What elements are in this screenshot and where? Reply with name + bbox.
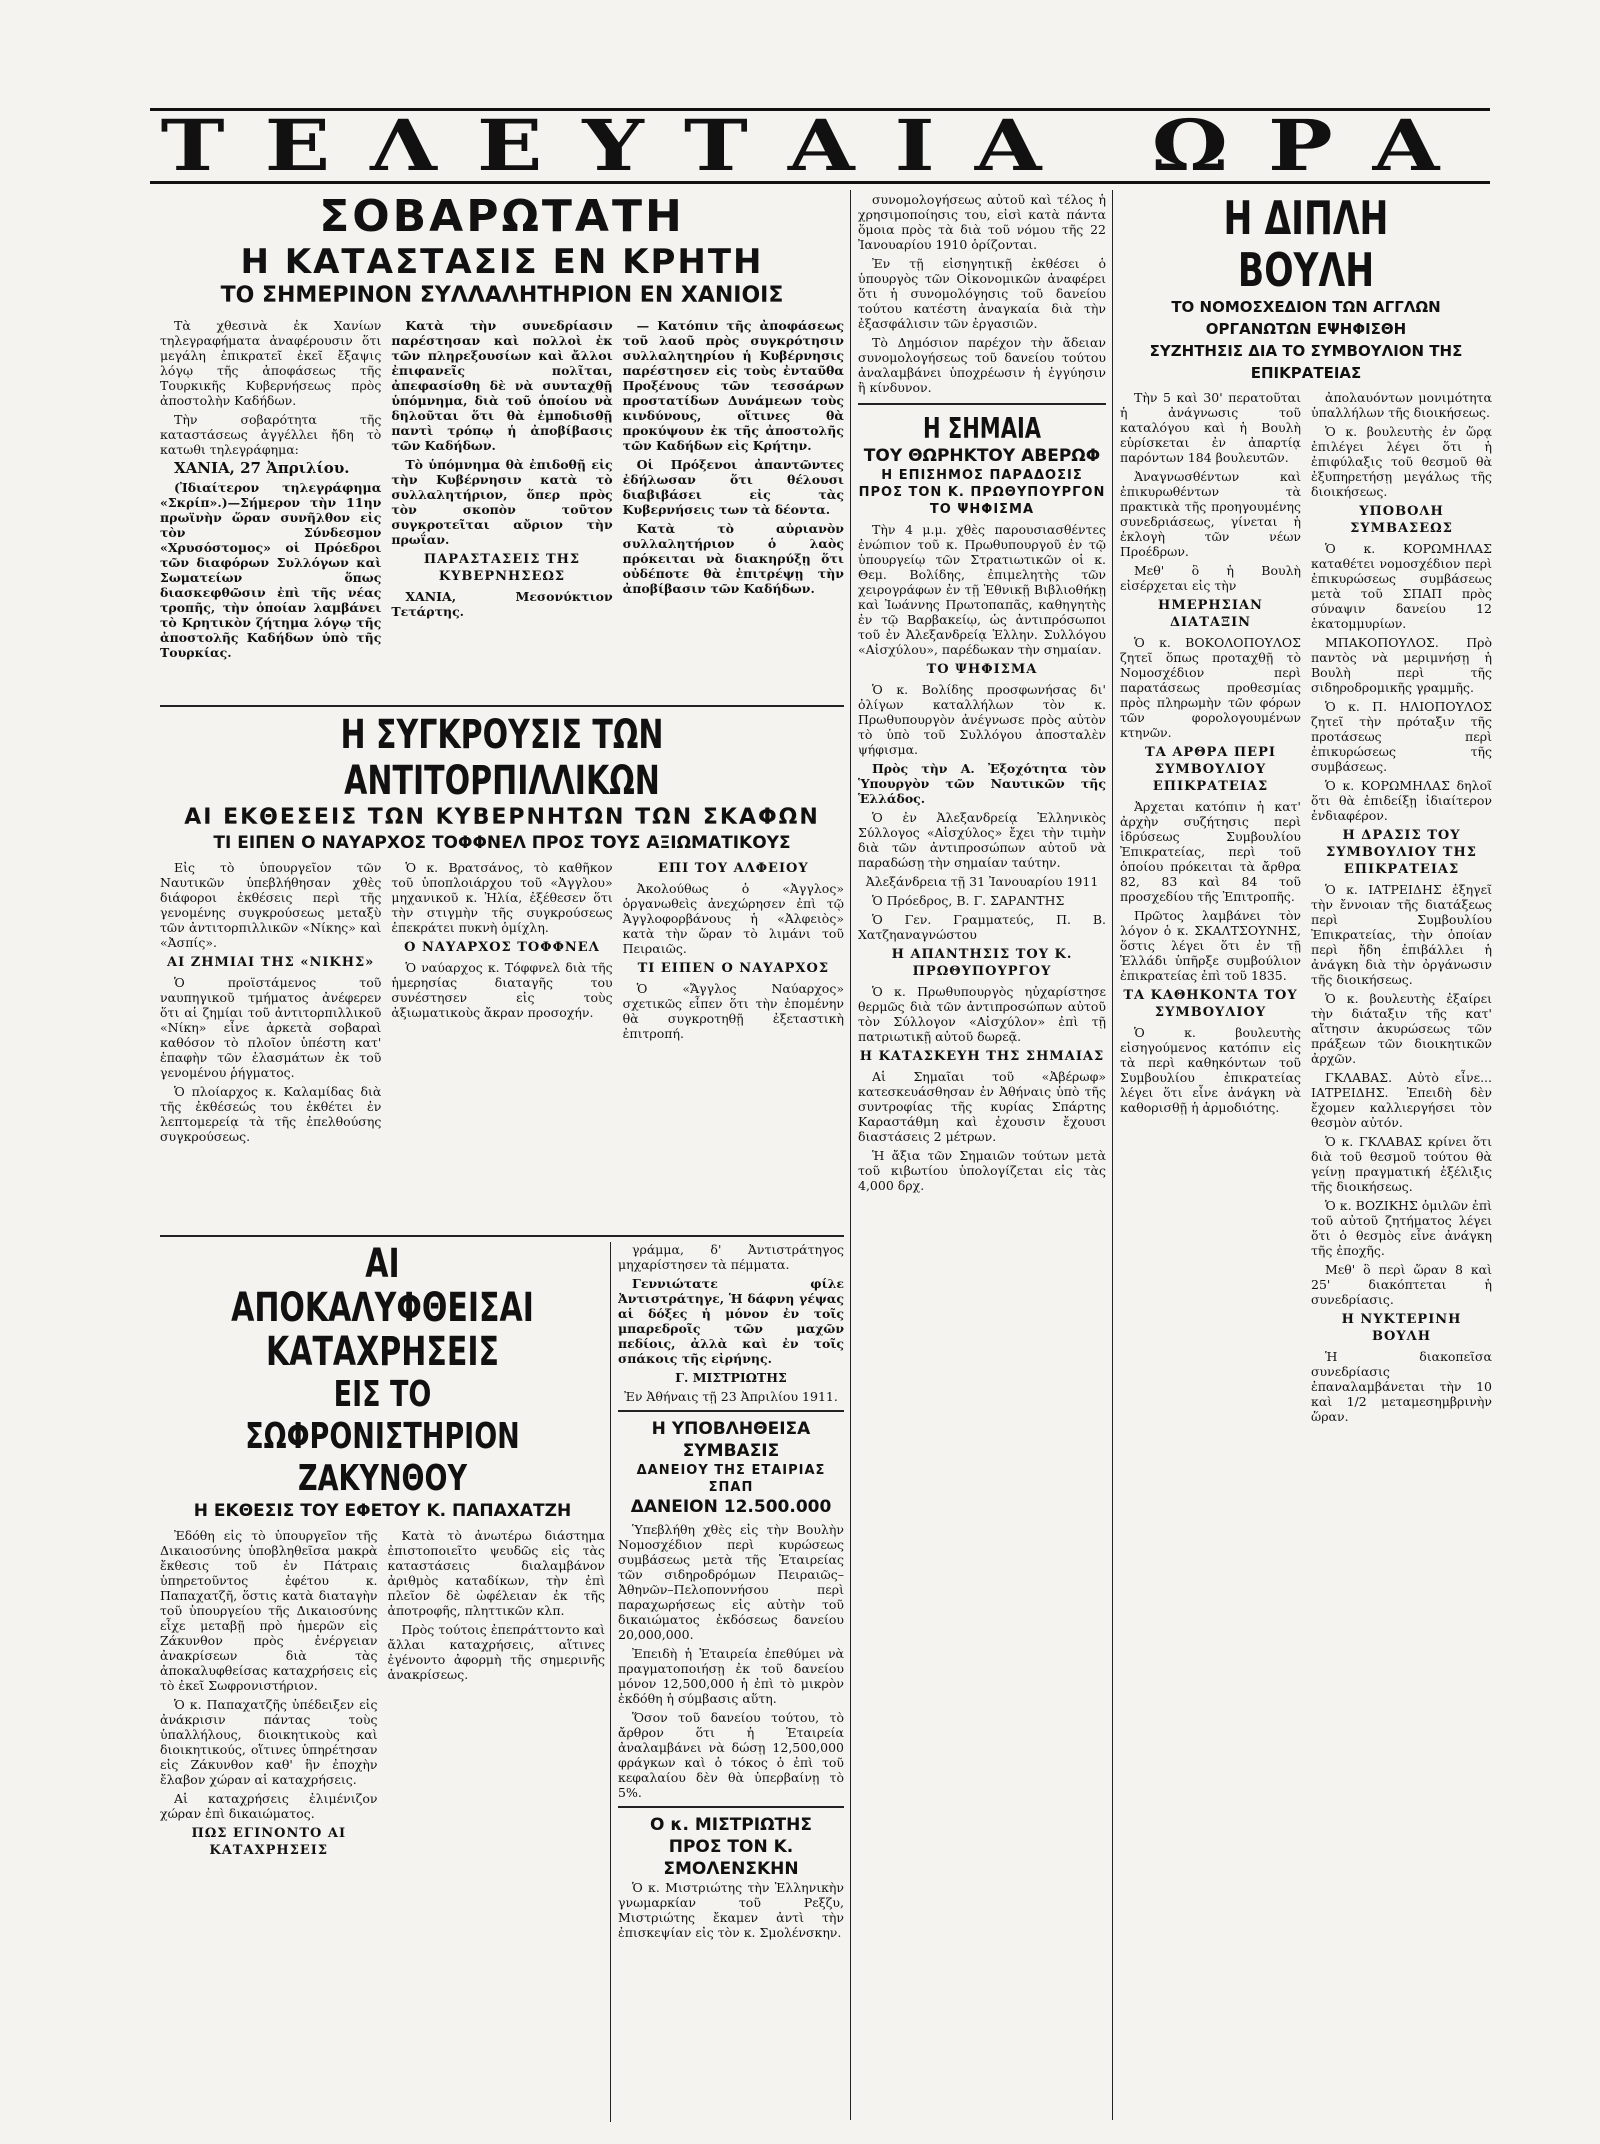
averof-paragraph: Ὁ κ. Βολίδης προσφωνήσας δι' ὀλίγων καταλλήλων τὸν κ. Πρωθυπουργὸν ἀνέγνωσε πρὸς αὐτὸν τὸ ὑπὸ τοῦ Συλλόγου ἀποσταλὲν ψήφισμα. <box>858 682 1106 757</box>
article-parliament <box>1120 192 1492 2122</box>
parliament-paragraph: Ὁ κ. ΚΟΡΩΜΗΛΑΣ δηλοῖ ὅτι θὰ ἐπιδείξῃ ἰδιαίτερον ἐνδιαφέρον. <box>1311 778 1492 823</box>
parliament-paragraph: Ὁ κ. βουλευτὴς εἰσηγούμενος κατόπιν εἰς τὰ περὶ καθηκόντων τοῦ Συμβουλίου ἐπικρατείας λέγει ὅτι εἶνε ἀνάγκη νὰ καθορισθῇ ἡ ἁρμοδιότης. <box>1120 1025 1301 1115</box>
averof-headline: Η ΣΗΜΑΙΑ <box>922 412 1042 445</box>
destroyers-subhead: ΕΠΙ ΤΟΥ ΑΛΦΕΙΟΥ <box>657 861 809 876</box>
zakynthos-paragraph: Ὁ κ. Παπαχατζῆς ὑπέδειξεν εἰς ἀνάκρισιν πάντας τοὺς ὑπαλλήλους, διοικητικοὺς καὶ διοικητικούς, οἵτινες ὑπηρέτησαν εἰς Ζάκυνθον καθ' ἣν ἐποχὴν ἔλαβον χώραν αἱ καταχρήσεις. <box>160 1697 378 1787</box>
destroyers-subhead: ΑΙ ΖΗΜΙΑΙ ΤΗΣ «ΝΙΚΗΣ» <box>167 955 375 970</box>
parliament-paragraph: Ἡ διακοπεῖσα συνεδρίασις ἐπαναλαμβάνεται τὴν 10 καὶ 1/2 μεταμεσημβρινὴν ὥραν. <box>1311 1349 1492 1424</box>
zakynthos-subheadline: Η ΕΚΘΕΣΙΣ ΤΟΥ ΕΦΕΤΟΥ Κ. ΠΑΠΑΧΑΤΖΗ <box>193 1501 572 1521</box>
zakynthos-paragraph: Πρὸς τούτοις ἐπεπράττοντο καὶ ἄλλαι καταχρήσεις, αἵτινες ἐγένοντο ἀφορμὴ τῆς σημερινῆς ἀνακρίσεως. <box>387 1622 605 1682</box>
parliament-subheadline-1: ΤΟ ΝΟΜΟΣΧΕΔΙΟΝ ΤΩΝ ΑΓΓΛΩΝ ΟΡΓΑΝΩΤΩΝ ΕΨΗΦΙΣΘΗ <box>1171 298 1441 338</box>
crete-subheadline: ΤΟ ΣΗΜΕΡΙΝΟΝ ΣΥΛΛΑΛΗΤΗΡΙΟΝ ΕΝ ΧΑΝΙΟΙΣ <box>220 283 784 308</box>
crete-paragraph: Κατὰ τὸ αὐριανὸν συλλαλητήριον ὁ λαὸς πρόκειται νὰ διακηρύξῃ ὅτι οὐδέποτε θὰ ἐπιτρέψῃ τὴν ἀποβίβασιν τῶν Καδήδων. <box>622 521 844 596</box>
section-rule <box>160 1235 844 1237</box>
mistriotis-footer-headline-2: ΠΡΟΣ ΤΟΝ Κ. ΣΜΟΛΕΝΣΚΗΝ <box>663 1837 799 1879</box>
parliament-paragraph: ΓΚΛΑΒΑΣ. Αὐτὸ εἶνε... ΙΑΤΡΕΙΔΗΣ. Ἐπειδὴ δὲν ἔχομεν καλλιεργήσει τὸν θεσμὸν αὐτόν. <box>1311 1070 1492 1130</box>
crete-paragraph: Οἱ Πρόξενοι ἀπαντῶντες ἐδήλωσαν ὅτι θέλουσι διαβιβάσει εἰς τὰς Κυβερνήσεις των τὰ δέοντα. <box>622 457 844 517</box>
parliament-subhead: Η ΔΡΑΣΙΣ ΤΟΥ ΣΥΜΒΟΥΛΙΟΥ ΤΗΣ ΕΠΙΚΡΑΤΕΙΑΣ <box>1326 828 1477 877</box>
parliament-subheadline-2: ΣΥΖΗΤΗΣΙΣ ΔΙΑ ΤΟ ΣΥΜΒΟΥΛΙΟΝ ΤΗΣ ΕΠΙΚΡΑΤΕΙΑΣ <box>1149 342 1463 382</box>
zakynthos-paragraph: Ἐδόθη εἰς τὸ ὑπουργεῖον τῆς Δικαιοσύνης ὑποβληθεῖσα μακρὰ ἔκθεσις τοῦ ἐν Πάτραις ὑπηρετοῦντος ἐφέτου κ. Παπαχατζῆ, ὅστις κατὰ διαταγὴν τοῦ ὑπουργείου τῆς Δικαιοσύνης εἶχε μεταβῇ πρὸ ἡμερῶν εἰς Ζάκυνθον πρὸς ἐνέργειαν ἀνακρίσεων διὰ τὰς ἀποκαλυφθείσας καταχρήσεις εἰς τὸ ἐκεῖ Σωφρονιστήριον. <box>160 1528 378 1693</box>
destroyers-paragraph: Ὁ πλοίαρχος κ. Καλαμίδας διὰ τῆς ἐκθέσεώς του ἐκθέτει ἐν λεπτομερείᾳ τὰ τῆς ἐπελθούσης συγκρούσεως. <box>160 1084 382 1144</box>
zakynthos-headline-1: ΑΙ ΑΠΟΚΑΛΥΦΘΕΙΣΑΙ ΚΑΤΑΧΡΗΣΕΙΣ <box>231 1242 534 1375</box>
parliament-paragraph: Ὁ κ. Π. ΗΛΙΟΠΟΥΛΟΣ ζητεῖ τὴν πρόταξιν τῆς προτάσεως περὶ ἐπικυρώσεως τῆς συμβάσεως. <box>1311 699 1492 774</box>
destroyers-subhead: ΤΙ ΕΙΠΕΝ Ο ΝΑΥΑΡΧΟΣ <box>637 961 830 976</box>
destroyers-paragraph: Ἀκολούθως ὁ «Ἀγγλος» ὁργανωθεὶς ἀνεχώρησεν ἐπὶ τῷ Ἀγγλοφορβάνους ἡ «Ἀλφειὸς» κατὰ τὴν ὥραν τὸ λιμάνι τοῦ Πειραιῶς. <box>622 881 844 956</box>
crete-paragraph: Τὴν σοβαρότητα τῆς καταστάσεως ἀγγέλλει ἤδη τὸ κατωθι τηλεγράφημα: <box>160 412 382 457</box>
loan-paragraph: Ὑπεβλήθη χθὲς εἰς τὴν Βουλὴν Νομοσχέδιον περὶ κυρώσεως συμβάσεως μετὰ τῆς Ἑταιρείας τῶν σιδηροδρόμων Πειραιῶς–Ἀθηνῶν–Πελοποννήσου περὶ παραχωρήσεως εἰς αὐτὴν τοῦ δικαιώματος ἐκδόσεως δανείου 20,000,000. <box>618 1522 844 1642</box>
averof-paragraph: Ἐν τῇ εἰσηγητικῇ ἐκθέσει ὁ ὑπουργὸς τῶν Οἰκονομικῶν ἀναφέρει ὅτι ἡ συνομολόγησις τοῦ δανείου τούτου κατέστη ἀναγκαία διὰ τὴν ἐξασφάλισιν τῶν ἐργασιῶν. <box>858 256 1106 331</box>
destroyers-subheadline-2: ΤΙ ΕΙΠΕΝ Ο ΝΑΥΑΡΧΟΣ ΤΟΦΦΝΕΛ ΠΡΟΣ ΤΟΥΣ ΑΞΙΩΜΑΤΙΚΟΥΣ <box>213 833 791 853</box>
mistriotis-date: Ἐν Ἀθήναις τῇ 23 Ἀπριλίου 1911. <box>624 1389 838 1404</box>
zakynthos-paragraph: Αἱ καταχρήσεις ἐλιμένιζον χώραν ἐπὶ δικαιώματος. <box>160 1791 378 1821</box>
averof-signature: Ὁ Γεν. Γραμματεύς, Π. Β. Χατζηαναγνώστου <box>858 912 1106 942</box>
averof-date: Ἀλεξάνδρεια τῇ 31 Ἰανουαρίου 1911 <box>865 874 1099 889</box>
article-zakynthos <box>160 1242 605 2122</box>
averof-paragraph: Τὴν 4 μ.μ. χθὲς παρουσιασθέντες ἐνώπιον τοῦ κ. Πρωθυπουργοῦ ἐν τῷ ὑπουργείῳ τῶν Στρατιωτικῶν οἱ κ. Θεμ. Βολίδης, ἐπιμελητὴς τῶν χειρογράφων ἐν τῇ Ἐθνικῇ Βιβλιοθήκῃ καὶ Ἰωάννης Πρωτοπαπᾶς, καθηγητὴς ἐν τῷ Βαρβακείῳ, ὡς ἀντιπρόσωποι τοῦ ἐν Ἀλεξανδρείᾳ Ἑλλην. Συλλόγου «Αἰσχύλου», παρέδωκαν τὴν σημαίαν. <box>858 522 1106 657</box>
averof-signature: Ὁ Πρόεδρος, Β. Γ. ΣΑΡΑΝΤΗΣ <box>872 893 1065 908</box>
averof-paragraph: Ἡ ἄξια τῶν Σημαιῶν τούτων μετὰ τοῦ κιβωτίου ὑπολογίζεται εἰς τὰς 4,000 δρχ. <box>858 1148 1106 1193</box>
loan-headline: Η ΥΠΟΒΛΗΘΕΙΣΑ ΣΥΜΒΑΣΙΣ <box>651 1419 811 1461</box>
destroyers-paragraph: Ὁ προϊστάμενος τοῦ ναυπηγικοῦ τμήματος ἀνέφερεν ὅτι αἱ ζημίαι τοῦ ἀντιτορπιλλικοῦ «Νίκη» εἶνε ἀρκετὰ σοβαραὶ καθόσον τὸ πλοῖον ὑπέστη κατ' ἐπαφὴν τῶν ἐλασμάτων ἐκ τοῦ γενομένου ῥήγματος. <box>160 975 382 1080</box>
parliament-paragraph: ἀπολαυόντων μονιμότητα ὑπαλλήλων τῆς διοικήσεως. <box>1311 390 1492 420</box>
crete-paragraph: Τὰ χθεσινὰ ἐκ Χανίων τηλεγραφήματα ἀναφέρουσιν ὅτι μεγάλη ἐπικρατεῖ ἐκεῖ ἔξαψις λόγῳ τῆς ἀποφάσεως τῆς Τουρκικῆς Κυβερνήσεως πρὸς ἀποστολὴν Καδήδων. <box>160 318 382 408</box>
crete-paragraph: Τὸ ὑπόμνημα θὰ ἐπιδοθῇ εἰς τὴν Κυβέρνησιν κατὰ τὸ συλλαλητήριον, ὅπερ πρὸς τὸν σκοπὸν τοῦτον συγκροτεῖται αὔριον τὴν πρωΐαν. <box>391 457 613 547</box>
masthead-title: ΤΕΛΕΥΤΑΙΑ ΩΡΑ <box>160 104 1480 187</box>
averof-subheadline: ΠΡΟΣ ΤΟΝ Κ. ΠΡΩΘΥΠΟΥΡΓΟΝ <box>858 485 1106 500</box>
parliament-subhead: Η ΝΥΚΤΕΡΙΝΗ ΒΟΥΛΗ <box>1341 1312 1462 1344</box>
destroyers-subhead: Ο ΝΑΥΑΡΧΟΣ ΤΟΦΦΝΕΛ <box>404 940 600 955</box>
parliament-subhead: ΥΠΟΒΟΛΗ ΣΥΜΒΑΣΕΩΣ <box>1350 504 1453 536</box>
destroyers-paragraph: Εἰς τὸ ὑπουργεῖον τῶν Ναυτικῶν ὑπεβλήθησαν χθὲς διάφοροι ἐκθέσεις περὶ τῆς γενομένης συγκρούσεως μεταξὺ τῶν ἀντιτορπιλλικῶν «Νίκης» καὶ «Ἀσπίς». <box>160 860 382 950</box>
averof-paragraph: Τὸ Δημόσιον παρέχον τὴν ἄδειαν συνομολογήσεως τοῦ δανείου τούτου ἀναλαμβάνει ὑποχρέωσιν ἡ ἐγγύησιν ἢ κίνδυνον. <box>858 335 1106 395</box>
averof-subheadline: ΤΟ ΨΗΦΙΣΜΑ <box>929 502 1035 517</box>
mistriotis-signature: Γ. ΜΙΣΤΡΙΩΤΗΣ <box>675 1370 787 1385</box>
parliament-subhead: ΗΜΕΡΗΣΙΑΝ ΔΙΑΤΑΞΙΝ <box>1158 598 1263 630</box>
crete-dateline-2: ΧΑΝΙΑ, Μεσονύκτιον Τετάρτης. <box>391 589 613 619</box>
masthead <box>150 104 1490 187</box>
parliament-paragraph: Ἀρχεται κατόπιν ἡ κατ' ἀρχὴν συζήτησις περὶ ἱδρύσεως Συμβουλίου Ἐπικρατείας, περὶ τοῦ ὁποίου πρόκειται τὰ ἄρθρα 82, 83 καὶ 84 τοῦ προσχεδίου τῆς Ἐπιτροπῆς. <box>1120 799 1301 904</box>
loan-paragraph: Ἐπειδὴ ἡ Ἑταιρεία ἐπεθύμει νὰ πραγματοποιήσῃ ἐκ τοῦ δανείου μόνον 12,500,000 ἡ ἐπὶ τὸ μικρὸν ἐκδόθη ἡ σύμβασις αὕτη. <box>618 1646 844 1706</box>
averof-subhead: Η ΑΠΑΝΤΗΣΙΣ ΤΟΥ Κ. ΠΡΩΘΥΠΟΥΡΓΟΥ <box>891 947 1073 979</box>
zakynthos-headline-2: ΕΙΣ ΤΟ ΣΩΦΡΟΝΙΣΤΗΡΙΟΝ ΖΑΚΥΝΘΟΥ <box>245 1374 520 1499</box>
parliament-paragraph: Ὁ κ. βουλευτὴς ἐν ὥρᾳ ἐπιλέγει λέγει ὅτι ἡ ἐπιφύλαξις τοῦ θεσμοῦ θὰ ἐξυπηρετήσῃ μεγάλως τῆς διοικήσεως. <box>1311 424 1492 499</box>
column-rule <box>610 1242 611 2122</box>
parliament-headline: Η ΔΙΠΛΗ ΒΟΥΛΗ <box>1223 192 1389 297</box>
crete-paragraph: — Κατόπιν τῆς ἀποφάσεως τοῦ λαοῦ πρὸς συγκρότησιν συλλαλητηρίου ἡ Κυβέρνησις παρέστησεν εἰς τοὺς ἐνταῦθα Προξένους τῶν τεσσάρων προστατίδων Δυνάμεων τοὺς κινδύνους, οἵτινες θὰ προκύψουν ἐκ τῆς ἀποστολῆς τῶν Καδήδων εἰς Κρήτην. <box>622 318 844 453</box>
parliament-paragraph: Ὁ κ. ΙΑΤΡΕΙΔΗΣ ἐξηγεῖ τὴν ἔννοιαν τῆς διατάξεως περὶ Συμβουλίου Ἐπικρατείας, τὴν ὁποίαν περὶ ἤδη ἐπιβάλλει ἡ ἀνάγκη διὰ τὴν ὀργάνωσιν τῆς διοικήσεως. <box>1311 882 1492 987</box>
crete-headline-2: Η ΚΑΤΑΣΤΑΣΙΣ ΕΝ ΚΡΗΤΗ <box>240 242 764 282</box>
loan-subheadline: ΔΑΝΕΙΟΥ ΤΗΣ ΕΤΑΙΡΙΑΣ ΣΠΑΠ <box>636 1463 826 1495</box>
destroyers-paragraph: Ὁ «Ἄγγλος Ναύαρχος» σχετικῶς εἶπεν ὅτι τὴν ἐπομένην θὰ συγκροτηθῇ ἐξεταστικὴ ἐπιτροπή. <box>622 981 844 1041</box>
mistriotis-paragraph: Γεννιώτατε φίλε Ἀντιστράτηγε, Ἡ δάφνη γέψας αἱ δόξες ἡ μόνον ἐν τοῖς μπαρεδροῖς τῶν μαχῶν πεδίοις, ἀλλὰ καὶ ἐν τοῖς σπάκοις τῆς εἰρήνης. <box>618 1276 844 1366</box>
article-destroyers <box>160 712 844 1232</box>
mistriotis-paragraph: Ὁ κ. Μιστριώτης τὴν Ἑλληνικὴν γνωμαρκίαν τοῦ Ρεξζυ, Μιστριώτης ἔκαμεν ἀντὶ τὴν ἐπισκεψίαν εἰς τὸν κ. Σμολένσκην. <box>618 1880 844 1940</box>
loan-amount: ΔΑΝΕΙΟΝ 12.500.000 <box>630 1497 832 1517</box>
crete-headline-1: ΣΟΒΑΡΩΤΑΤΗ <box>319 192 685 242</box>
parliament-paragraph: Πρῶτος λαμβάνει τὸν λόγον ὁ κ. ΣΚΑΛΤΣΟΥΝΗΣ, ὅστις λέγει ὅτι ἐν τῇ Ἑλλάδι ὑπῆρξε συμβούλιον ἐπικρατείας ἐπὶ τοῦ 1835. <box>1120 908 1301 983</box>
parliament-paragraph: Ἀναγνωσθέντων καὶ ἐπικυρωθέντων τὰ πρακτικὰ τῆς προηγουμένης συνεδριάσεως, γίνεται ἡ ἐκλογὴ τῶν νέων Προέδρων. <box>1120 469 1301 559</box>
destroyers-headline: Η ΣΥΓΚΡΟΥΣΙΣ ΤΩΝ ΑΝΤΙΤΟΡΠΙΛΛΙΚΩΝ <box>340 712 664 804</box>
parliament-paragraph: Μεθ' ὃ ἡ Βουλὴ εἰσέρχεται εἰς τὴν <box>1120 563 1301 593</box>
destroyers-subheadline-1: ΑΙ ΕΚΘΕΣΕΙΣ ΤΩΝ ΚΥΒΕΡΝΗΤΩΝ ΤΩΝ ΣΚΑΦΩΝ <box>184 805 820 830</box>
parliament-paragraph: Ὁ κ. ΒΟΖΙΚΗΣ ὁμιλῶν ἐπὶ τοῦ αὐτοῦ ζητήματος λέγει ὅτι ὁ θεσμὸς εἶνε ἀνάγκη τῆς ἐποχῆς. <box>1311 1198 1492 1258</box>
column-rule <box>850 190 851 2120</box>
averof-subheadline: Η ΕΠΙΣΗΜΟΣ ΠΑΡΑΔΟΣΙΣ <box>881 468 1083 483</box>
parliament-subhead: ΤΑ ΚΑΘΗΚΟΝΤΑ ΤΟΥ ΣΥΜΒΟΥΛΙΟΥ <box>1123 988 1298 1020</box>
mistriotis-paragraph: γράμμα, δ' Ἀντιστράτηγος μηχαρίστησεν τὰ πέμματα. <box>618 1242 844 1272</box>
zakynthos-subhead: ΠΩΣ ΕΓΙΝΟΝΤΟ ΑΙ ΚΑΤΑΧΡΗΣΕΙΣ <box>191 1826 347 1858</box>
parliament-subhead: ΤΑ ΑΡΘΡΑ ΠΕΡΙ ΣΥΜΒΟΥΛΙΟΥ ΕΠΙΚΡΑΤΕΙΑΣ <box>1145 745 1276 794</box>
averof-subhead: Η ΚΑΤΑΣΚΕΥΗ ΤΗΣ ΣΗΜΑΙΑΣ <box>859 1049 1105 1064</box>
column-rule <box>1112 190 1113 2120</box>
crete-subhead: ΠΑΡΑΣΤΑΣΕΙΣ ΤΗΣ ΚΥΒΕΡΝΗΣΕΩΣ <box>423 552 581 584</box>
averof-paragraph: συνομολογήσεως αὐτοῦ καὶ τέλος ἡ χρησιμοποίησις του, εἰσὶ κατὰ πάντα ὅμοια πρὸς τὰ διὰ τοῦ νόμου τῆς 22 Ἰανουαρίου 1910 ὁρίζονται. <box>858 192 1106 252</box>
crete-paragraph: (Ἰδιαίτερον τηλεγράφημα «Σκρίπ».)—Σήμερον τὴν 11ην πρωϊνὴν ὥραν συνῆλθον εἰς τὸν Σύνδεσμον «Χρυσόστομος» οἱ Πρόεδροι τῶν διαφόρων Συλλόγων καὶ Σωματείων ὅπως διασκεφθῶσιν ἐπὶ τῆς νέας τροπῆς, τὴν ὁποίαν λαμβάνει τὸ Κρητικὸν ζήτημα λόγῳ τῆς ἀποστολῆς Καδήδων ὑπὸ τῆς Τουρκίας. <box>160 480 382 660</box>
parliament-paragraph: Ὁ κ. ΒΟΚΟΛΟΠΟΥΛΟΣ ζητεῖ ὅπως προταχθῇ τὸ Νομοσχέδιον περὶ παρατάσεως προθεσμίας πρὸς πληρωμὴν τῶν φόρων τῶν φορολογουμένων κτηνῶν. <box>1120 635 1301 740</box>
article-crete <box>160 192 844 702</box>
section-rule <box>160 705 844 707</box>
averof-subheadline: ΤΟΥ ΘΩΡΗΚΤΟΥ ΑΒΕΡΩΦ <box>863 446 1101 466</box>
zakynthos-paragraph: Κατὰ τὸ ἀνωτέρω διάστημα ἐπιστοποιεῖτο ψευδῶς εἰς τὰς καταστάσεις διαλαμβάνον ἀριθμὸς καταδίκων, τὴν ἐπὶ πλεῖον δὲ ὠφέλειαν ἐκ τῆς ἀποτροφῆς, πληττικῶν κλπ. <box>387 1528 605 1618</box>
loan-paragraph: Ὅσον τοῦ δανείου τούτου, τὸ ἄρθρον ὅτι ἡ Ἑταιρεία ἀναλαμβάνει νὰ δώσῃ 12,500,000 φράγκων καὶ ὁ τόκος ὁ ἐπὶ τοῦ κεφαλαίου δὲν θὰ ὑπερβαίνῃ τὸ 5%. <box>618 1710 844 1800</box>
parliament-paragraph: Ὁ κ. ΓΚΛΑΒΑΣ κρίνει ὅτι διὰ τοῦ θεσμοῦ τούτου θὰ γείνῃ πραγματική ἐξέλιξις τῆς διοικήσεως. <box>1311 1134 1492 1194</box>
crete-dateline: ΧΑΝΙΑ, 27 Ἀπριλίου. <box>174 459 350 477</box>
parliament-paragraph: Ὁ κ. βουλευτὴς ἐξαίρει τὴν διάταξιν τῆς κατ' αἴτησιν ἀκυρώσεως τῶν πράξεων τῶν διοικητικῶν ἀρχῶν. <box>1311 991 1492 1066</box>
destroyers-paragraph: Ὁ κ. Βρατσάνος, τὸ καθῆκον τοῦ ὑποπλοιάρχου τοῦ «Ἀγγλου» μηχανικοῦ κ. Ἠλία, ἐξέθεσεν ὅτι τὴν στιγμὴν τῆς συγκρούσεως ἐπεκράτει πυκνὴ ὁμίχλη. <box>391 860 613 935</box>
destroyers-paragraph: Ὁ ναύαρχος κ. Τόφφνελ διὰ τῆς ἡμερησίας διαταγῆς του συνέστησεν εἰς τοὺς ἀξιωματικοὺς ἄκραν προσοχήν. <box>391 960 613 1020</box>
averof-paragraph: Ὁ ἐν Ἀλεξανδρείᾳ Ἑλληνικὸς Σύλλογος «Αἰσχύλος» ἔχει τὴν τιμὴν διὰ τῶν ἀντιπροσώπων αὐτοῦ νὰ παραδώσῃ τὴν σημαίαν ταύτην. <box>858 810 1106 870</box>
parliament-paragraph: Μεθ' ὃ περὶ ὥραν 8 καὶ 25' διακόπτεται ἡ συνεδρίασις. <box>1311 1262 1492 1307</box>
averof-paragraph: Αἱ Σημαῖαι τοῦ «Ἀβέρωφ» κατεσκευάσθησαν ἐν Ἀθήναις ὑπὸ τῆς συντροφίας τῆς κυρίας Σπάρτης Καραστάθμη καὶ ἐχουσιν ἔχουσι διαστάσεις 2 μέτρων. <box>858 1069 1106 1144</box>
mistriotis-footer-headline-1: Ο κ. ΜΙΣΤΡΙΩΤΗΣ <box>650 1815 812 1835</box>
article-averof <box>858 192 1106 2122</box>
crete-paragraph: Κατὰ τὴν συνεδρίασιν παρέστησαν καὶ πολλοὶ ἐκ τῶν πληρεξουσίων καὶ ἄλλοι ἐπιφανεῖς πολῖται, ἀπεφασίσθη δὲ νὰ συνταχθῇ ὑπόμνημα, διὰ τοῦ ὁποίου νὰ δηλοῦται ὅτι θὰ ἐμποδισθῇ παντὶ τρόπῳ ἡ ἀποβίβασις τῶν Καδήδων. <box>391 318 613 453</box>
parliament-paragraph: Ὁ κ. ΚΟΡΩΜΗΛΑΣ καταθέτει νομοσχέδιον περὶ ἐπικυρώσεως συμβάσεως μετὰ τοῦ ΣΠΑΠ πρὸς σύναψιν δανείου 12 ἑκατομμυρίων. <box>1311 541 1492 631</box>
averof-paragraph: Ὁ κ. Πρωθυπουργὸς ηὐχαρίστησε θερμῶς διὰ τῶν ἀντιπροσώπων αὐτοῦ τὸν Σύλλογον «Αἰσχύλον» ἐπὶ τῇ πατριωτικῇ αὐτοῦ δωρεᾷ. <box>858 984 1106 1044</box>
averof-subhead: ΤΟ ΨΗΦΙΣΜΑ <box>926 662 1038 677</box>
parliament-paragraph: Τὴν 5 καὶ 30' περατοῦται ἡ ἀνάγνωσις τοῦ καταλόγου καὶ ἡ Βουλὴ εὑρίσκεται ἐν ἀπαρτίᾳ παρόντων 184 βουλευτῶν. <box>1120 390 1301 465</box>
averof-paragraph: Πρὸς τὴν Α. Ἐξοχότητα τὸν Ὑπουργὸν τῶν Ναυτικῶν τῆς Ἑλλάδος. <box>858 761 1106 806</box>
parliament-paragraph: ΜΠΑΚΟΠΟΥΛΟΣ. Πρὸ παντὸς νὰ μεριμνήσῃ ἡ Βουλὴ περὶ τῆς σιδηροδρομικῆς γραμμῆς. <box>1311 635 1492 695</box>
article-mistriotis <box>618 1242 844 2122</box>
